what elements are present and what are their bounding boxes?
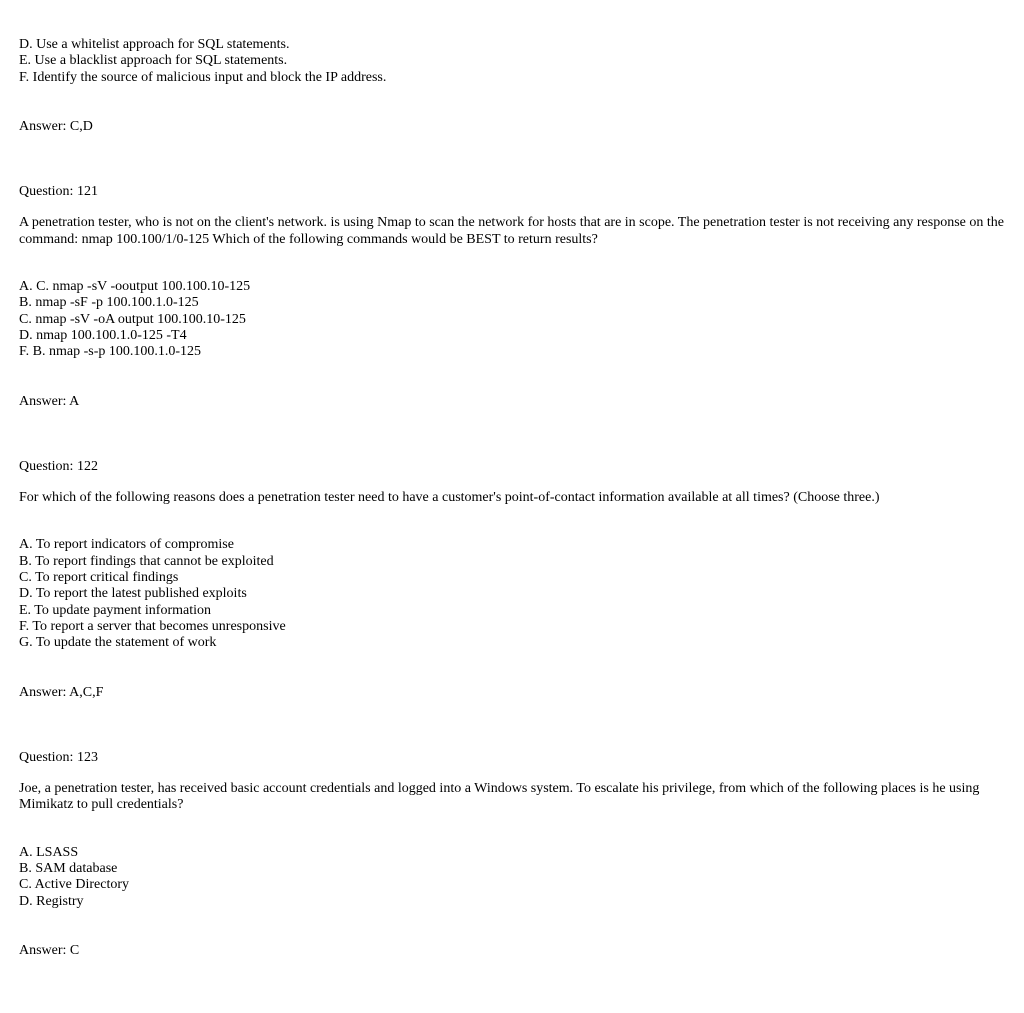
answer-text: Answer: A,C,F [19, 684, 104, 700]
answer-text: Answer: A [19, 393, 80, 409]
question-heading: Question: 123 [19, 749, 98, 765]
answer-text: Answer: C [19, 942, 80, 958]
option-item: A. C. nmap -sV -ooutput 100.100.10-125 [19, 279, 251, 295]
question-heading: Question: 121 [19, 184, 98, 200]
question-text: For which of the following reasons does a penetration tester need to have a customer's point-of-contact information available at all times? (Choose three.) [19, 490, 880, 506]
option-item: B. SAM database [19, 861, 118, 877]
lead-options [19, 37, 1004, 86]
question-text: A penetration tester, who is not on the client's network. is using Nmap to scan the network for hosts that are in scope. The penetration tester is not receiving any response on the command: nmap 100.100/1/0-125 Which of the following commands would be BEST to return results? [19, 215, 1004, 247]
lead-option-f: F. Identify the source of malicious input and block the IP address. [19, 69, 387, 85]
question-heading: Question: 122 [19, 458, 98, 474]
option-item: E. To update payment information [19, 602, 211, 618]
lead-option-d: D. Use a whitelist approach for SQL statements. [19, 37, 290, 52]
option-item: C. nmap -sV -oA output 100.100.10-125 [19, 311, 246, 327]
option-item: A. LSASS [19, 844, 79, 860]
lead-option-e: E. Use a blacklist approach for SQL statements. [19, 53, 288, 69]
option-list [19, 845, 1004, 910]
option-item: C. To report critical findings [19, 570, 179, 586]
question-text: Joe, a penetration tester, has received basic account credentials and logged into a Windows system. To escalate his privilege, from which of the following places is he using Mimikatz to pull credentials? [19, 781, 980, 813]
option-item: G. To update the statement of work [19, 635, 217, 651]
question-122 [19, 459, 1004, 701]
option-item: D. Registry [19, 893, 84, 909]
option-item: C. Active Directory [19, 877, 130, 893]
option-item: D. nmap 100.100.1.0-125 -T4 [19, 327, 187, 343]
option-item: F. B. nmap -s-p 100.100.1.0-125 [19, 344, 202, 360]
option-item: F. To report a server that becomes unresponsive [19, 618, 286, 634]
question-121 [19, 184, 1004, 410]
option-item: A. To report indicators of compromise [19, 537, 234, 553]
option-item: B. To report findings that cannot be exploited [19, 553, 274, 569]
option-list [19, 279, 1004, 360]
option-item: D. To report the latest published exploits [19, 586, 247, 602]
lead-answer: Answer: C,D [19, 118, 93, 134]
question-123 [19, 750, 1004, 959]
option-list [19, 537, 1004, 651]
option-item: B. nmap -sF -p 100.100.1.0-125 [19, 295, 199, 311]
document-page [19, 37, 1004, 959]
